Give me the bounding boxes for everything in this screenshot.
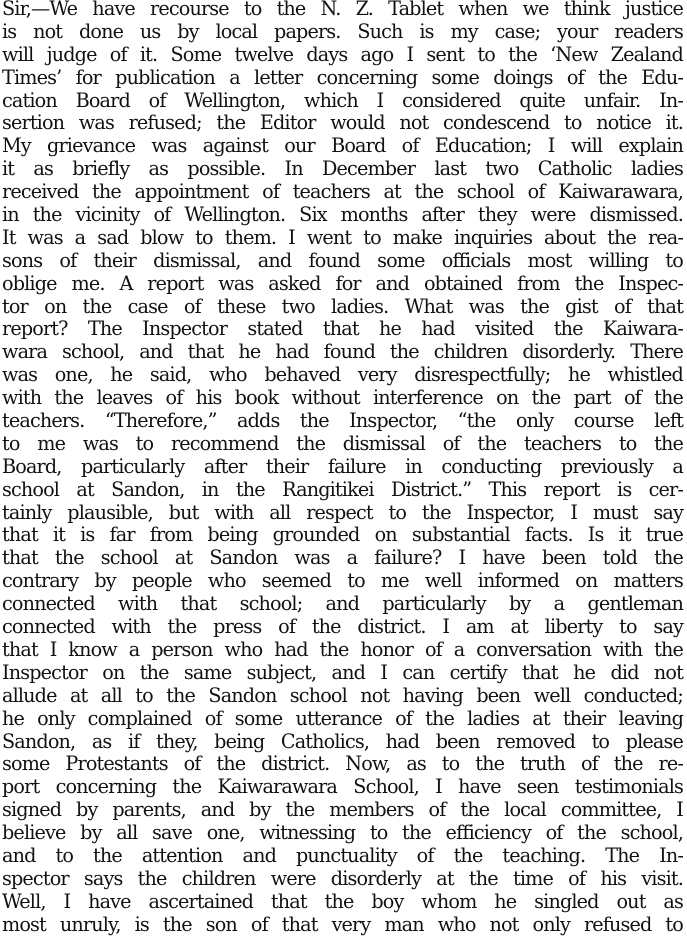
text-line: teachers. “Therefore,” adds the Inspector, “the only course left [2,409,683,433]
text-line: that it is far from being grounded on substantial facts. Is it true [2,523,683,547]
text-line: Inspector on the same subject, and I can certify that he did not [2,660,683,684]
text-line: wara school, and that he had found the children disorderly. There [2,340,683,364]
text-line: connected with that school; and particularly by a gentleman [2,592,683,616]
text-line: Board, particularly after their failure in conducting previously a [2,454,683,478]
text-line: and to the attention and punctuality of the teaching. The In- [2,843,683,867]
text-line: that I know a person who had the honor of a conversation with the [2,637,683,661]
text-line: is not done us by local papers. Such is my case; your readers [2,19,683,43]
text-line: Well, I have ascertained that the boy whom he singled out as [2,889,683,913]
text-line: contrary by people who seemed to me well informed on matters [2,569,683,593]
text-line: most unruly, is the son of that very man who not only refused to [2,912,683,936]
text-line: signed by parents, and by the members of the local committee, I [2,798,683,822]
text-line: school at Sandon, in the Rangitikei District.” This report is cer- [2,477,683,501]
text-line: spector says the children were disorderly at the time of his visit. [2,866,683,890]
text-line: allude at all to the Sandon school not having been well conducted; [2,683,683,707]
text-line: port concerning the Kaiwarawara School, I have seen testimonials [2,775,683,799]
text-line: Times’ for publication a letter concerning some doings of the Edu- [2,65,683,89]
text-line: It was a sad blow to them. I went to make inquiries about the rea- [2,225,683,249]
text-line: he only complained of some utterance of the ladies at their leaving [2,706,683,730]
text-line: was one, he said, who behaved very disrespectfully; he whistled [2,363,683,387]
text-line: believe by all save one, witnessing to the efficiency of the school, [2,821,683,845]
text-line: some Protestants of the district. Now, as to the truth of the re- [2,752,683,776]
text-line: received the appointment of teachers at the school of Kaiwarawara, [2,180,683,204]
text-line: to me was to recommend the dismissal of the teachers to the [2,431,683,455]
text-line: report? The Inspector stated that he had visited the Kaiwara- [2,317,683,341]
text-line: tainly plausible, but with all respect to the Inspector, I must say [2,500,683,524]
text-line: Sir,—We have recourse to the N. Z. Tablet when we think justice [2,0,683,20]
text-line: that the school at Sandon was a failure? I have been told the [2,546,683,570]
text-line: tor on the case of these two ladies. What was the gist of that [2,294,683,318]
text-line: with the leaves of his book without interference on the part of the [2,386,683,410]
text-line: My grievance was against our Board of Education; I will explain [2,134,683,158]
text-line: cation Board of Wellington, which I considered quite unfair. In- [2,88,683,112]
text-line: sertion was refused; the Editor would not condescend to notice it. [2,111,683,135]
text-line: Sandon, as if they, being Catholics, had been removed to please [2,729,683,753]
text-line: oblige me. A report was asked for and obtained from the Inspec- [2,271,683,295]
text-line: sons of their dismissal, and found some officials most willing to [2,248,683,272]
text-line: in the vicinity of Wellington. Six months after they were dismissed. [2,203,683,227]
text-line: connected with the press of the district. I am at liberty to say [2,615,683,639]
text-line: it as briefly as possible. In December last two Catholic ladies [2,157,683,181]
text-line: will judge of it. Some twelve days ago I sent to the ‘New Zealand [2,42,683,66]
